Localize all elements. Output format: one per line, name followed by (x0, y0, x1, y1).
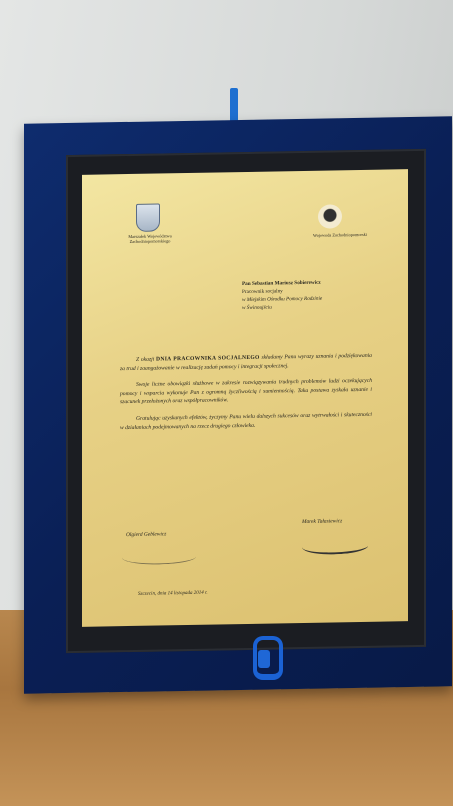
paragraph-1-post: składamy Panu wyrazy uznania i podziękowania za trud i zaangażowanie w realizację zadań pomocy i integracji społecznej. (120, 352, 372, 372)
paragraph-1-pre: Z okazji (136, 356, 157, 363)
org-right-label: Wojewoda Zachodniopomorski (313, 231, 367, 238)
paragraph-1 (120, 352, 372, 374)
eagle-emblem-icon (318, 204, 342, 228)
recipient-position: Pracownik socjalny (242, 288, 283, 296)
paragraph-3: Gratulując uzyskanych efektów, życzymy Panu wielu dalszych sukcesów oraz wytrwałości i skuteczności w działaniach podejmowanych na rzecz drugiego człowieka. (120, 411, 372, 431)
org-left-label: Marszałek Województwa Zachodniopomorskiego (128, 233, 172, 245)
signature-right (302, 536, 369, 557)
recipient-city: w Świnoujściu (242, 304, 272, 312)
place-date: Szczecin, dnia 14 listopada 2014 r. (138, 590, 208, 597)
paragraph-2: Swoje liczne obowiązki służbowe w zakresie rozwiązywania trudnych problemów ludzi oczekujących pomocy i wsparcia wykonuje Pan z ogromną życzliwością i sumiennością. Taka postawa zyskała uznanie i szacunek przełożonych oraz współpracowników. (120, 377, 372, 406)
paragraph-1-bold: DNIA PRACOWNIKA SOCJALNEGO (156, 354, 260, 363)
ribbon-knot (258, 650, 270, 668)
recipient-block (242, 277, 392, 312)
recipient-institution: w Miejskim Ośrodku Pomocy Rodzinie (242, 295, 323, 304)
letter-body (120, 352, 372, 441)
gold-plaque (82, 169, 408, 627)
voivodeship-crest-icon (136, 203, 160, 231)
signature-left (122, 548, 196, 567)
recipient-name: Pan Sebastian Mariusz Sobierewicz (242, 279, 321, 288)
signatory-right: Marek Tałasiewicz (302, 518, 343, 526)
signatory-left: Olgierd Geblewicz (126, 531, 167, 539)
